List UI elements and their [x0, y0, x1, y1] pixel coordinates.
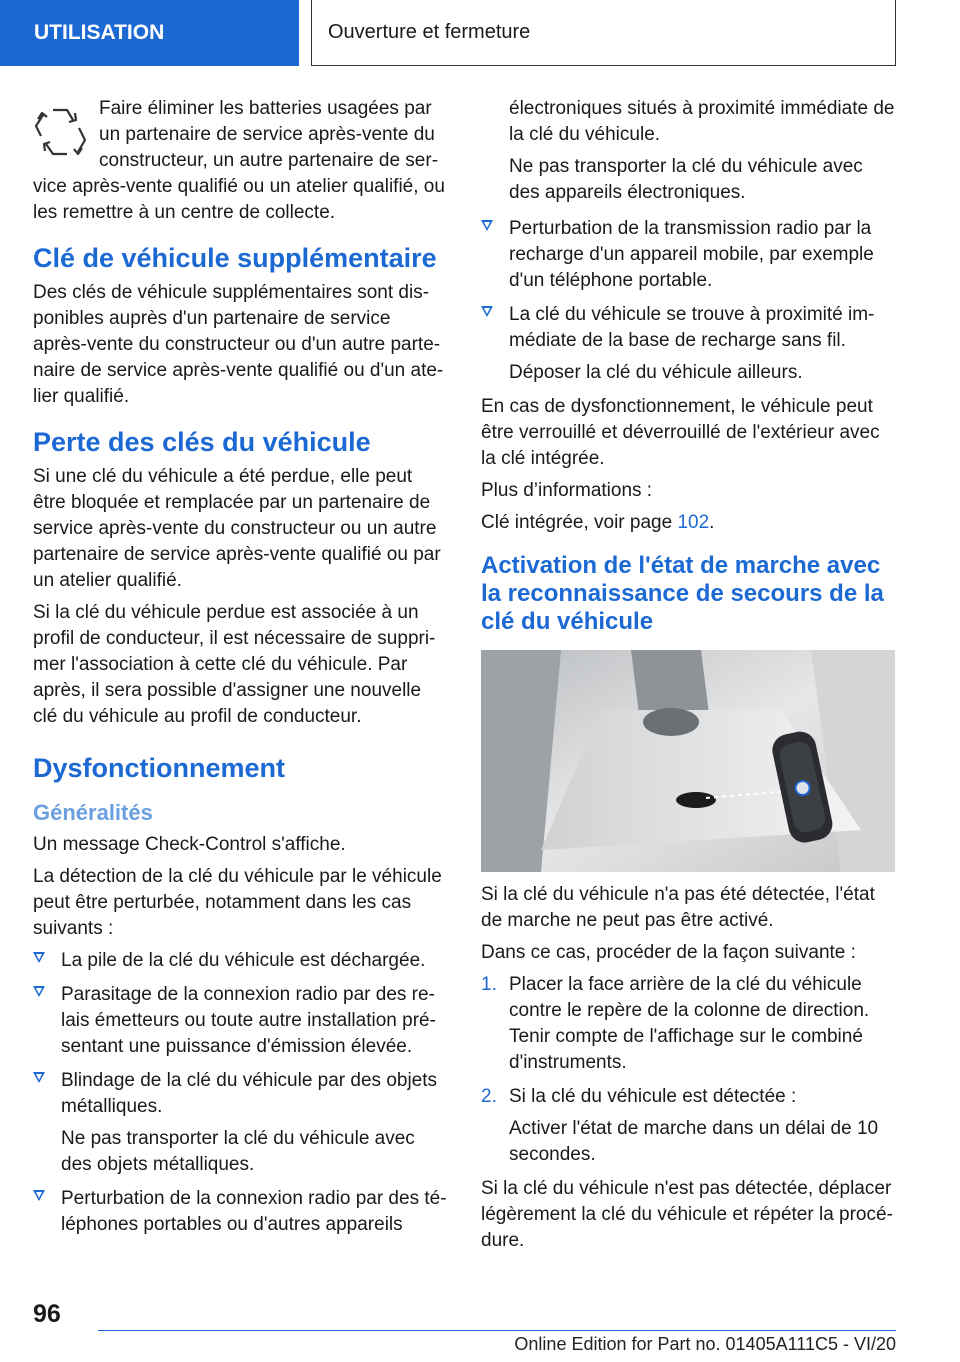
list-continuation-1: électroniques situés à proximité immédiate de la clé du véhicule. — [509, 98, 895, 145]
list-item — [33, 1186, 447, 1238]
paragraph-procedure: Dans ce cas, procéder de la façon suivante : — [481, 942, 856, 963]
page-number: 96 — [33, 1300, 61, 1328]
list-item — [33, 1068, 447, 1178]
list-item — [481, 302, 897, 386]
chapter-tab[interactable]: Ouverture et fermeture — [311, 0, 896, 66]
list-item-subtext: Déposer la clé du véhicule ailleurs. — [509, 362, 803, 383]
heading-malfunction: Dysfonctionnement — [33, 753, 286, 783]
triangle-bullet-icon — [481, 306, 493, 317]
heading-emergency-activation: Activation de l'état de marche avec la reconnaissance de secours de la clé du véhicule — [481, 552, 884, 635]
list-item-subtext: Ne pas transporter la clé du véhicule avec des objets métalliques. — [61, 1128, 415, 1175]
step-text: Si la clé du véhicule est détectée : — [509, 1086, 797, 1107]
paragraph-spare-key: Des clés de véhicule supplémentaires sont dis-ponibles auprès d'un partenaire de service après-vente du constructeur ou d'un autre parte-naire de service après-vente qualifié ou d'un ate-lier qualifié. — [33, 282, 444, 407]
steering-column-image — [481, 650, 895, 872]
paragraph-page-reference — [481, 510, 897, 536]
step-number: 1. — [481, 974, 497, 995]
triangle-bullet-icon — [481, 220, 493, 231]
step-subtext: Activer l'état de marche dans un délai de 10 secondes. — [509, 1118, 879, 1165]
list-item — [481, 1084, 897, 1168]
page-link[interactable]: 102 — [677, 512, 710, 533]
heading-spare-key: Clé de véhicule supplémentaire — [33, 243, 437, 273]
steering-column-illustration — [481, 650, 895, 872]
paragraph-final: Si la clé du véhicule n'est pas détectée, déplacer légèrement la clé du véhicule et répéter la procé-dure. — [481, 1178, 893, 1251]
left-column — [33, 96, 447, 1246]
list-continuation-2: Ne pas transporter la clé du véhicule avec des appareils électroniques. — [509, 156, 863, 203]
malfunction-list — [33, 948, 447, 1238]
paragraph-detection: La détection de la clé du véhicule par le véhicule peut être perturbée, notamment dans les cas suivants : — [33, 866, 442, 939]
heading-key-loss: Perte des clés du véhicule — [33, 427, 371, 457]
paragraph-key-loss-1: Si une clé du véhicule a été perdue, elle peut être bloquée et remplacée par un partenaire de service après-vente du constructeur ou un autre partenaire de service après-vente qualifié ou par un atelier qualifié. — [33, 466, 441, 591]
paragraph-more-info: Plus d’informations : — [481, 480, 653, 501]
footer-divider — [98, 1330, 896, 1331]
paragraph-not-detected: Si la clé du véhicule n'a pas été détectée, l'état de marche ne peut pas être activé. — [481, 884, 875, 931]
list-item — [481, 972, 897, 1076]
paragraph-check-control: Un message Check-Control s'affiche. — [33, 834, 346, 855]
triangle-bullet-icon — [33, 986, 45, 997]
reference-suffix: . — [709, 512, 715, 533]
list-item-text: Blindage de la clé du véhicule par des objets métalliques. — [61, 1070, 438, 1117]
list-item — [33, 948, 447, 974]
malfunction-list-continued — [481, 216, 897, 386]
list-item-text: La clé du véhicule se trouve à proximité im-médiate de la base de recharge sans fil. — [509, 304, 875, 351]
list-item-text: La pile de la clé du véhicule est déchargée. — [61, 950, 426, 971]
procedure-steps — [481, 972, 897, 1168]
triangle-bullet-icon — [33, 952, 45, 963]
triangle-bullet-icon — [33, 1190, 45, 1201]
paragraph-integrated-key: En cas de dysfonctionnement, le véhicule peut être verrouillé et déverrouillé de l'extérieur avec la clé intégrée. — [481, 396, 880, 469]
list-item — [33, 982, 447, 1060]
recycling-note — [33, 96, 447, 226]
recycling-text: Faire éliminer les batteries usagées par un partenaire de service après-vente du constructeur, un autre partenaire de ser-vice après-vente qualifié ou un atelier qualifié, ou les remettre à un centre de collecte. — [33, 98, 445, 223]
section-tab[interactable]: UTILISATION — [0, 0, 299, 66]
heading-general: Généralités — [33, 800, 153, 825]
page-header — [0, 0, 960, 66]
triangle-bullet-icon — [33, 1072, 45, 1083]
list-item-text: Perturbation de la transmission radio par la recharge d'un appareil mobile, par exemple d'un téléphone portable. — [509, 218, 874, 291]
recycle-icon — [33, 104, 87, 160]
footer-edition: Online Edition for Part no. 01405A111C5 - VI/20 — [514, 1334, 896, 1354]
list-item — [481, 216, 897, 294]
paragraph-key-loss-2: Si la clé du véhicule perdue est associée à un profil de conducteur, il est nécessaire de suppri-mer l'association à cette clé du véhicule. Par après, il sera possible d'assigner une nouvelle clé du véhicule au profil de conducteur. — [33, 602, 436, 727]
step-number: 2. — [481, 1086, 497, 1107]
step-text: Placer la face arrière de la clé du véhicule contre le repère de la colonne de direction. Tenir compte de l'affichage sur le combiné d'instruments. — [509, 974, 870, 1073]
list-item-text: Perturbation de la connexion radio par des té-léphones portables ou d'autres appareils — [61, 1188, 447, 1235]
right-column — [481, 96, 897, 1260]
reference-prefix: Clé intégrée, voir page — [481, 512, 678, 533]
list-item-text: Parasitage de la connexion radio par des re-lais émetteurs ou toute autre installation pré-sentant une puissance d'émission élevée. — [61, 984, 436, 1057]
